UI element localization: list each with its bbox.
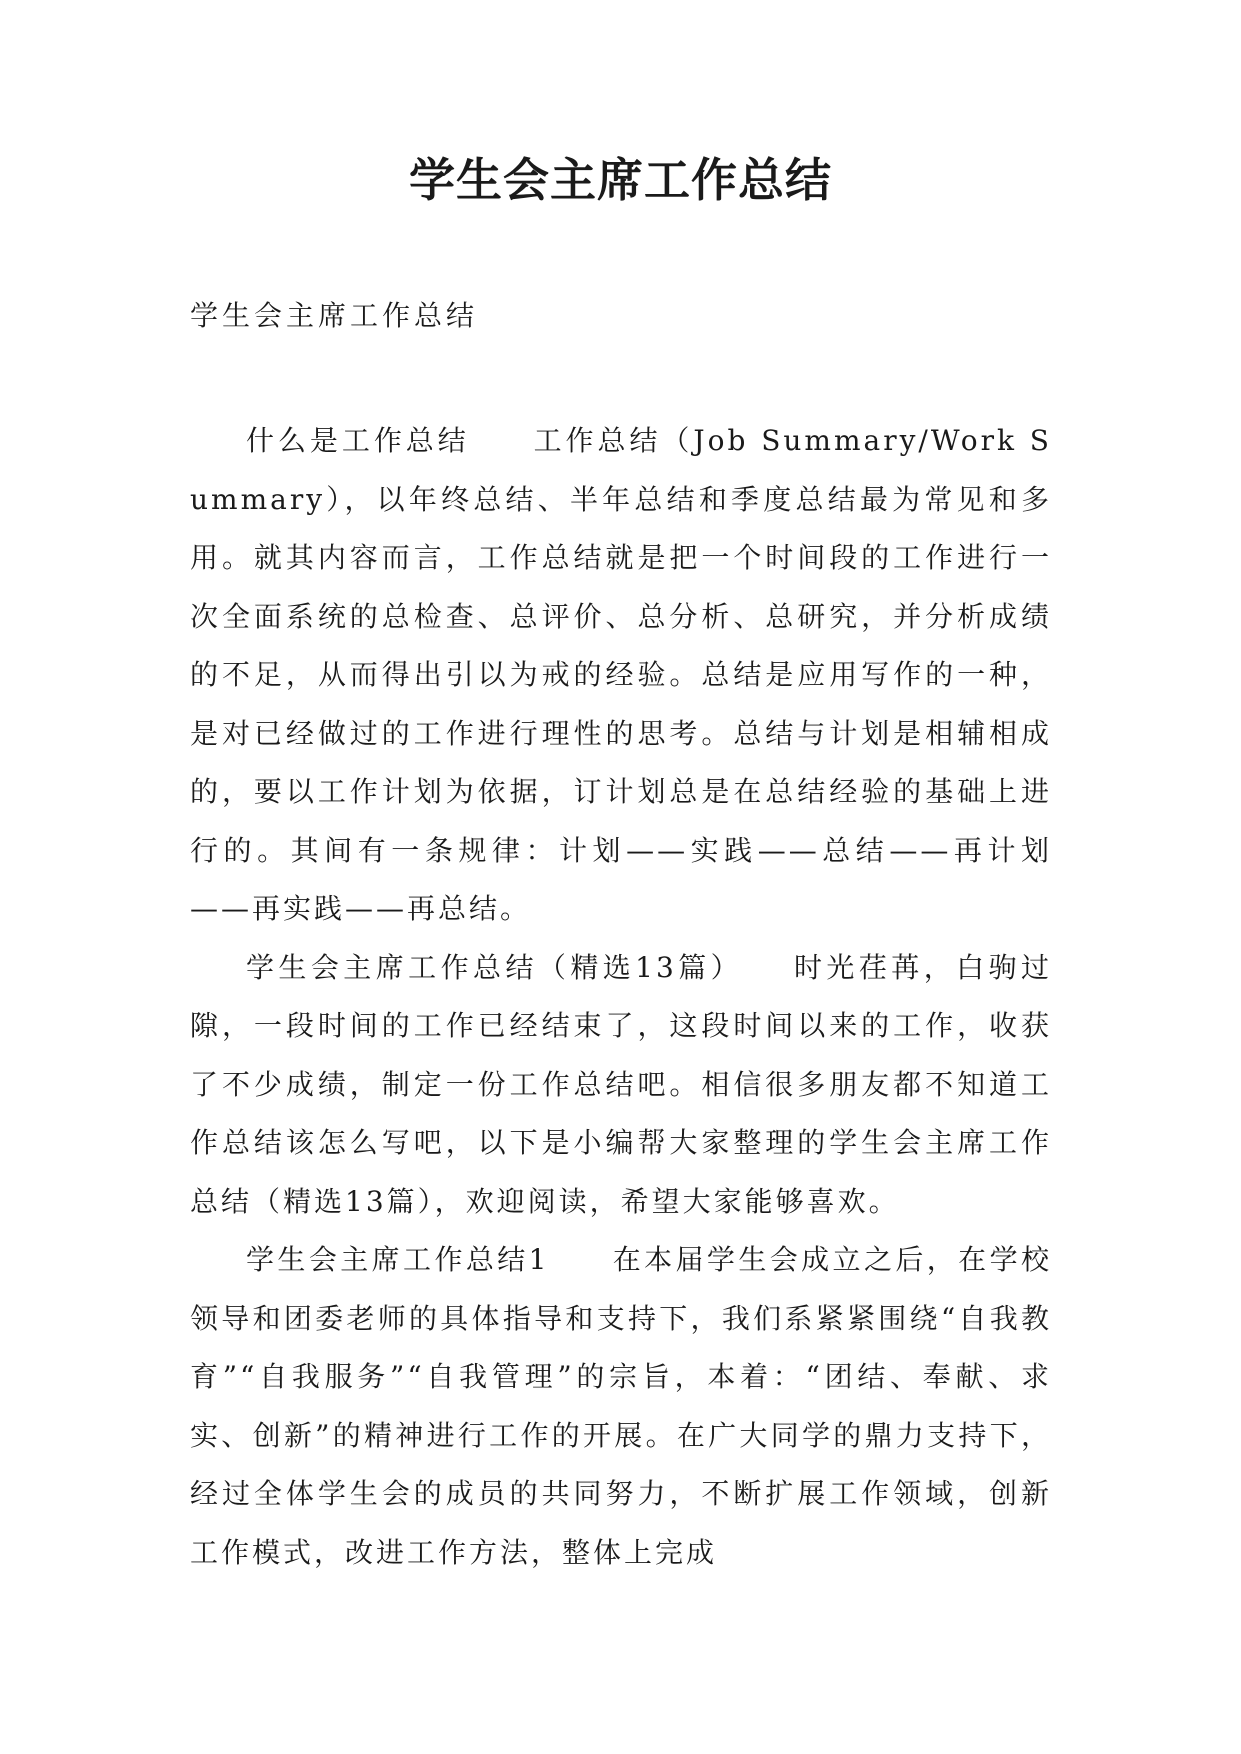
document-body xyxy=(190,412,1052,1582)
paragraph-introduction: 学生会主席工作总结（精选13篇） 时光荏苒，白驹过隙，一段时间的工作已经结束了，这段时间以来的工作，收获了不少成绩，制定一份工作总结吧。相信很多朋友都不知道工作总结该怎么写吧，以下是小编帮大家整理的学生会主席工作总结（精选13篇），欢迎阅读，希望大家能够喜欢。 xyxy=(190,950,1052,1218)
paragraph-what-is-summary: 什么是工作总结 工作总结（Job Summary/Work Summary），以年终总结、半年总结和季度总结最为常见和多用。就其内容而言，工作总结就是把一个时间段的工作进行一次全面系统的总检查、总评价、总分析、总研究，并分析成绩的不足，从而得出引以为戒的经验。总结是应用写作的一种，是对已经做过的工作进行理性的思考。总结与计划是相辅相成的，要以工作计划为依据，订计划总是在总结经验的基础上进行的。其间有一条规律：计划——实践——总结——再计划——再实践——再总结。 xyxy=(190,424,1052,925)
document-title: 学生会主席工作总结 xyxy=(409,153,832,207)
document-subtitle: 学生会主席工作总结 xyxy=(190,299,479,332)
paragraph-summary-1: 学生会主席工作总结1 在本届学生会成立之后，在学校领导和团委老师的具体指导和支持下，我们系紧紧围绕“自我教育”“自我服务”“自我管理”的宗旨，本着：“团结、奉献、求实、创新”的精神进行工作的开展。在广大同学的鼎力支持下，经过全体学生会的成员的共同努力，不断扩展工作领域，创新工作模式，改进工作方法，整体上完成 xyxy=(190,1243,1052,1569)
